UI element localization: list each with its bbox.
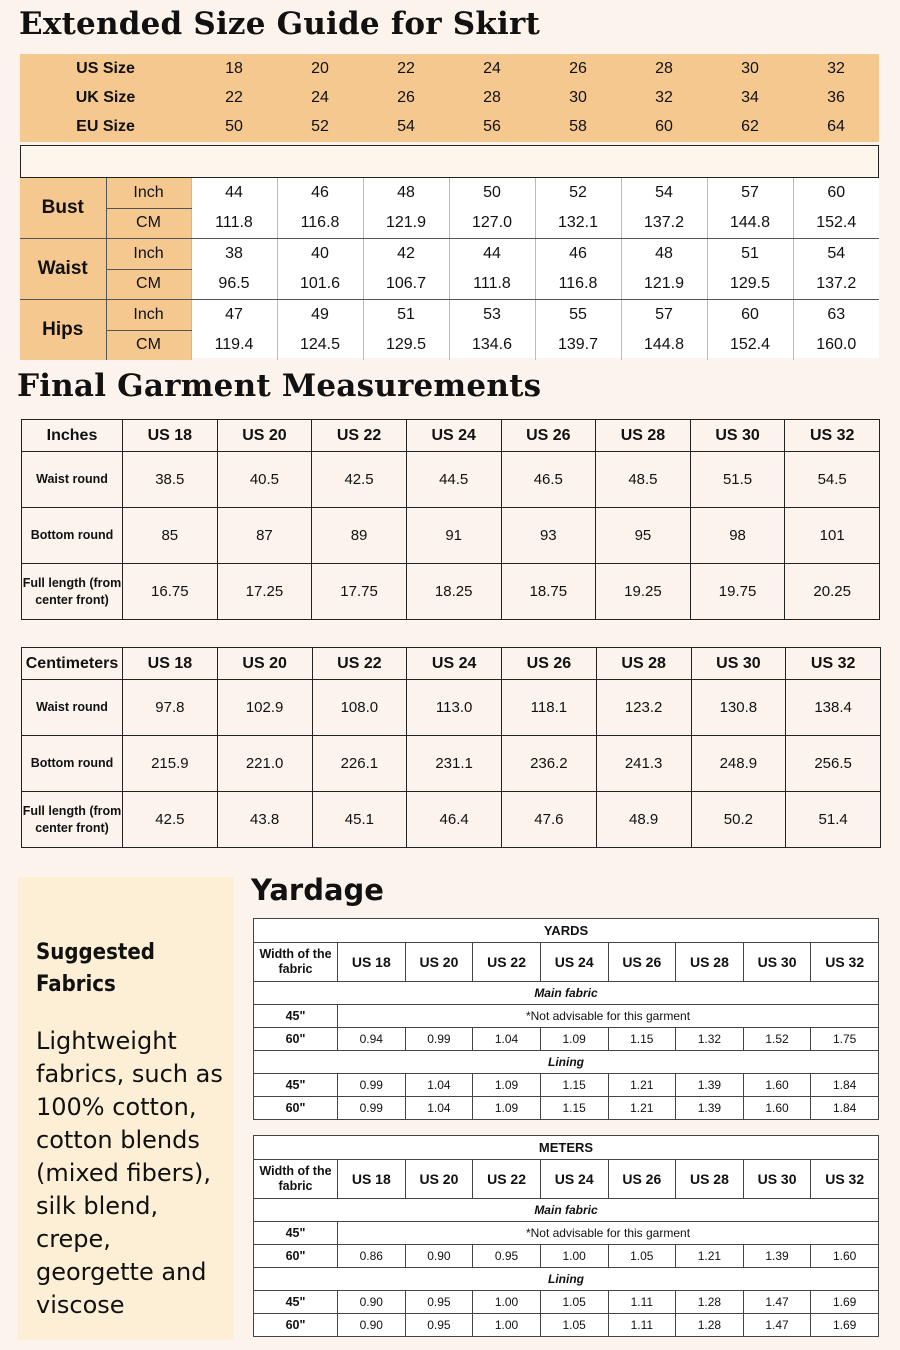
suggested-fabrics-panel xyxy=(18,877,234,1340)
yardage-value: 1.21 xyxy=(608,1097,676,1120)
size-conversion-table xyxy=(20,54,879,142)
garment-size-header: US 28 xyxy=(596,648,691,680)
yardage-size-header: US 28 xyxy=(676,1160,744,1199)
yardage-value: 1.15 xyxy=(540,1074,608,1097)
measurement-value: 48 xyxy=(363,178,449,208)
measurement-row-cm xyxy=(20,269,879,300)
garment-value: 45.1 xyxy=(312,792,407,848)
garment-value: 89 xyxy=(312,508,407,564)
yardage-value: 1.11 xyxy=(608,1291,676,1314)
yardage-yards-table xyxy=(253,918,879,1120)
size-value: 32 xyxy=(655,88,673,106)
garment-value: 226.1 xyxy=(312,736,407,792)
size-row xyxy=(20,113,879,142)
fabric-width: 60" xyxy=(254,1028,338,1051)
size-row-label: UK Size xyxy=(75,88,136,106)
yardage-size-header: US 22 xyxy=(473,1160,541,1199)
yardage-value: 1.00 xyxy=(473,1291,541,1314)
garment-value: 95 xyxy=(596,508,691,564)
garment-value: 47.6 xyxy=(502,792,597,848)
measurement-value: 53 xyxy=(449,300,535,331)
yardage-value: 1.09 xyxy=(540,1028,608,1051)
measurement-value: 144.8 xyxy=(707,208,793,239)
yardage-caption-row xyxy=(254,919,879,943)
fabric-width: 60" xyxy=(254,1097,338,1120)
yardage-size-header: US 18 xyxy=(338,1160,406,1199)
measurement-value: 51 xyxy=(363,300,449,331)
yardage-value: 1.47 xyxy=(743,1314,811,1337)
yardage-row xyxy=(254,1097,879,1120)
page-title: Extended Size Guide for Skirt xyxy=(19,6,541,42)
yardage-size-header: US 26 xyxy=(608,1160,676,1199)
garment-value: 98 xyxy=(690,508,785,564)
yardage-meters-table xyxy=(253,1135,879,1337)
yardage-header-row xyxy=(254,1160,879,1199)
measurement-value: 42 xyxy=(363,239,449,270)
yardage-caption-row xyxy=(254,1136,879,1160)
measurement-value: 134.6 xyxy=(449,330,535,360)
size-value: 56 xyxy=(483,118,501,136)
yardage-size-header: US 24 xyxy=(540,1160,608,1199)
garment-value: 44.5 xyxy=(406,452,501,508)
yardage-size-header: US 20 xyxy=(405,943,473,982)
fabric-width-header: Width of the fabric xyxy=(254,1160,338,1199)
garment-size-header: US 22 xyxy=(312,648,407,680)
measurement-value: 46 xyxy=(277,178,363,208)
yardage-value: 1.09 xyxy=(473,1074,541,1097)
yardage-value: 1.84 xyxy=(811,1074,879,1097)
yardage-value: 1.05 xyxy=(608,1245,676,1268)
measurement-row-inch xyxy=(20,178,879,208)
garment-size-header: US 32 xyxy=(785,420,880,452)
size-row-label: US Size xyxy=(76,59,135,77)
measurement-value: 57 xyxy=(707,178,793,208)
measurement-value: 137.2 xyxy=(793,269,879,300)
garment-header-row xyxy=(22,420,880,452)
yardage-value: 1.05 xyxy=(540,1291,608,1314)
measurement-row-cm xyxy=(20,330,879,360)
yardage-section-row xyxy=(254,1199,879,1222)
garment-value: 42.5 xyxy=(312,452,407,508)
garment-value: 20.25 xyxy=(785,564,880,620)
size-value: 18 xyxy=(225,59,243,77)
measurement-category: Hips xyxy=(20,300,106,361)
yardage-unit-caption: METERS xyxy=(254,1136,879,1160)
yardage-size-header: US 26 xyxy=(608,943,676,982)
yardage-value: 0.95 xyxy=(405,1314,473,1337)
garment-size-header: US 28 xyxy=(596,420,691,452)
garment-size-header: US 18 xyxy=(123,648,218,680)
yardage-value: 1.39 xyxy=(743,1245,811,1268)
size-value: 30 xyxy=(569,88,587,106)
measurement-value: 116.8 xyxy=(535,269,621,300)
yardage-value: 0.86 xyxy=(338,1245,406,1268)
measurement-value: 144.8 xyxy=(621,330,707,360)
suggested-fabrics-text: Lightweight fabrics, such as 100% cotton, cotton blends (mixed fibers), silk blend, crepe, georgette and viscose xyxy=(36,1027,223,1319)
yardage-value: 1.04 xyxy=(405,1074,473,1097)
size-value: 26 xyxy=(397,88,415,106)
size-guide-divider xyxy=(20,145,879,178)
unit-label: CM xyxy=(106,330,191,360)
garment-value: 85 xyxy=(123,508,218,564)
measurement-value: 51 xyxy=(707,239,793,270)
unit-label: CM xyxy=(106,269,191,300)
measurement-row-inch xyxy=(20,300,879,331)
yardage-row xyxy=(254,1074,879,1097)
yardage-size-header: US 30 xyxy=(743,943,811,982)
yardage-value: 1.21 xyxy=(608,1074,676,1097)
yardage-value: 1.28 xyxy=(676,1314,744,1337)
yardage-value: 1.39 xyxy=(676,1097,744,1120)
yardage-value: 1.15 xyxy=(540,1097,608,1120)
size-value: 62 xyxy=(741,118,759,136)
garment-value: 231.1 xyxy=(407,736,502,792)
yardage-row xyxy=(254,1005,879,1028)
yardage-value: 1.11 xyxy=(608,1314,676,1337)
garment-value: 221.0 xyxy=(217,736,312,792)
garment-value: 42.5 xyxy=(123,792,218,848)
unit-label: CM xyxy=(106,208,191,239)
measurement-value: 132.1 xyxy=(535,208,621,239)
garment-row-label: Bottom round xyxy=(22,736,123,792)
measurement-value: 54 xyxy=(793,239,879,270)
yardage-value: 1.04 xyxy=(405,1097,473,1120)
size-value: 22 xyxy=(397,59,415,77)
yardage-value: 0.99 xyxy=(338,1074,406,1097)
garment-size-header: US 20 xyxy=(217,648,312,680)
garment-row xyxy=(22,792,881,848)
measurement-value: 63 xyxy=(793,300,879,331)
unit-label: Inch xyxy=(106,239,191,270)
yardage-size-header: US 30 xyxy=(743,1160,811,1199)
yardage-value: 1.28 xyxy=(676,1291,744,1314)
yardage-section-label: Lining xyxy=(254,1268,879,1291)
measurement-value: 44 xyxy=(449,239,535,270)
garment-unit-label: Inches xyxy=(22,420,123,452)
yardage-value: 1.60 xyxy=(743,1097,811,1120)
yardage-header-row xyxy=(254,943,879,982)
yardage-section-label: Lining xyxy=(254,1051,879,1074)
garment-value: 46.5 xyxy=(501,452,596,508)
garment-size-header: US 26 xyxy=(501,420,596,452)
garment-value: 48.9 xyxy=(596,792,691,848)
size-value: 24 xyxy=(311,88,329,106)
yardage-value: 1.69 xyxy=(811,1291,879,1314)
garment-value: 215.9 xyxy=(123,736,218,792)
garment-row xyxy=(22,736,881,792)
yardage-row xyxy=(254,1222,879,1245)
yardage-unit-caption: YARDS xyxy=(254,919,879,943)
garment-row-label: Full length (from center front) xyxy=(22,792,123,848)
garment-value: 17.75 xyxy=(312,564,407,620)
garment-value: 18.75 xyxy=(501,564,596,620)
yardage-section-row xyxy=(254,982,879,1005)
garment-value: 17.25 xyxy=(217,564,312,620)
measurement-value: 111.8 xyxy=(191,208,277,239)
garment-centimeters-table xyxy=(21,647,881,848)
garment-inches-table xyxy=(21,419,880,620)
garment-value: 54.5 xyxy=(785,452,880,508)
yardage-value: 1.52 xyxy=(743,1028,811,1051)
yardage-value: 1.04 xyxy=(473,1028,541,1051)
suggested-fabrics-heading: Suggested Fabrics xyxy=(36,940,155,997)
garment-value: 40.5 xyxy=(217,452,312,508)
fabric-width-header: Width of the fabric xyxy=(254,943,338,982)
yardage-value: 0.90 xyxy=(338,1314,406,1337)
measurement-value: 55 xyxy=(535,300,621,331)
measurement-value: 129.5 xyxy=(707,269,793,300)
measurement-value: 57 xyxy=(621,300,707,331)
garment-size-header: US 24 xyxy=(407,648,502,680)
yardage-row xyxy=(254,1314,879,1337)
size-value: 24 xyxy=(483,59,501,77)
size-row-label: EU Size xyxy=(76,118,135,136)
garment-row xyxy=(22,452,880,508)
garment-size-header: US 26 xyxy=(502,648,597,680)
yardage-section-row xyxy=(254,1268,879,1291)
yardage-value: 1.47 xyxy=(743,1291,811,1314)
yardage-row xyxy=(254,1291,879,1314)
measurement-value: 38 xyxy=(191,239,277,270)
fabric-width: 60" xyxy=(254,1314,338,1337)
yardage-value: 0.99 xyxy=(405,1028,473,1051)
garment-size-header: US 30 xyxy=(690,420,785,452)
measurement-value: 50 xyxy=(449,178,535,208)
garment-size-header: US 20 xyxy=(217,420,312,452)
not-advisable-note: *Not advisable for this garment xyxy=(338,1005,879,1028)
garment-size-header: US 18 xyxy=(123,420,218,452)
garment-value: 118.1 xyxy=(502,680,597,736)
garment-row-label: Waist round xyxy=(22,680,123,736)
garment-value: 241.3 xyxy=(596,736,691,792)
measurement-value: 49 xyxy=(277,300,363,331)
measurement-value: 139.7 xyxy=(535,330,621,360)
size-value: 28 xyxy=(655,59,673,77)
measurement-category: Waist xyxy=(20,239,106,300)
garment-value: 19.75 xyxy=(690,564,785,620)
yardage-value: 1.60 xyxy=(811,1245,879,1268)
measurement-value: 46 xyxy=(535,239,621,270)
body-measurements-table xyxy=(20,178,879,358)
size-row xyxy=(20,54,879,83)
size-value: 26 xyxy=(569,59,587,77)
garment-value: 16.75 xyxy=(123,564,218,620)
measurement-row-cm xyxy=(20,208,879,239)
garment-header-row xyxy=(22,648,881,680)
yardage-size-header: US 22 xyxy=(473,943,541,982)
measurement-value: 137.2 xyxy=(621,208,707,239)
measurement-value: 44 xyxy=(191,178,277,208)
yardage-value: 1.09 xyxy=(473,1097,541,1120)
garment-row xyxy=(22,564,880,620)
yardage-row xyxy=(254,1028,879,1051)
garment-value: 51.5 xyxy=(690,452,785,508)
measurement-value: 121.9 xyxy=(363,208,449,239)
measurement-value: 52 xyxy=(535,178,621,208)
fabric-width: 45" xyxy=(254,1074,338,1097)
garment-value: 236.2 xyxy=(502,736,597,792)
yardage-size-header: US 32 xyxy=(811,943,879,982)
yardage-value: 0.90 xyxy=(338,1291,406,1314)
garment-size-header: US 30 xyxy=(691,648,786,680)
yardage-size-header: US 32 xyxy=(811,1160,879,1199)
size-value: 32 xyxy=(827,59,845,77)
measurement-value: 96.5 xyxy=(191,269,277,300)
garment-value: 113.0 xyxy=(407,680,502,736)
measurement-value: 48 xyxy=(621,239,707,270)
unit-label: Inch xyxy=(106,178,191,208)
size-row xyxy=(20,83,879,112)
measurement-value: 129.5 xyxy=(363,330,449,360)
garment-value: 43.8 xyxy=(217,792,312,848)
yardage-row xyxy=(254,1245,879,1268)
yardage-section-label: Main fabric xyxy=(254,1199,879,1222)
garment-value: 138.4 xyxy=(786,680,881,736)
measurement-value: 111.8 xyxy=(449,269,535,300)
yardage-section-label: Main fabric xyxy=(254,982,879,1005)
garment-value: 46.4 xyxy=(407,792,502,848)
measurement-value: 116.8 xyxy=(277,208,363,239)
measurement-value: 40 xyxy=(277,239,363,270)
measurement-value: 119.4 xyxy=(191,330,277,360)
yardage-value: 1.21 xyxy=(676,1245,744,1268)
yardage-value: 0.99 xyxy=(338,1097,406,1120)
garment-value: 101 xyxy=(785,508,880,564)
garment-row xyxy=(22,680,881,736)
fabric-width: 45" xyxy=(254,1005,338,1028)
yardage-value: 0.95 xyxy=(405,1291,473,1314)
measurement-category: Bust xyxy=(20,178,106,239)
yardage-size-header: US 20 xyxy=(405,1160,473,1199)
yardage-value: 0.95 xyxy=(473,1245,541,1268)
garment-row-label: Waist round xyxy=(22,452,123,508)
yardage-size-header: US 24 xyxy=(540,943,608,982)
garment-size-header: US 32 xyxy=(786,648,881,680)
yardage-value: 0.90 xyxy=(405,1245,473,1268)
measurement-value: 60 xyxy=(707,300,793,331)
yardage-size-header: US 18 xyxy=(338,943,406,982)
garment-row-label: Bottom round xyxy=(22,508,123,564)
garment-value: 48.5 xyxy=(596,452,691,508)
garment-value: 123.2 xyxy=(596,680,691,736)
size-value: 36 xyxy=(827,88,845,106)
garment-unit-label: Centimeters xyxy=(22,648,123,680)
fabric-width: 60" xyxy=(254,1245,338,1268)
size-value: 20 xyxy=(311,59,329,77)
yardage-section-row xyxy=(254,1051,879,1074)
garment-value: 130.8 xyxy=(691,680,786,736)
yardage-value: 1.00 xyxy=(540,1245,608,1268)
garment-value: 256.5 xyxy=(786,736,881,792)
yardage-value: 1.84 xyxy=(811,1097,879,1120)
fabric-width: 45" xyxy=(254,1222,338,1245)
garment-row-label: Full length (from center front) xyxy=(22,564,123,620)
yardage-value: 0.94 xyxy=(338,1028,406,1051)
yardage-value: 1.15 xyxy=(608,1028,676,1051)
garment-value: 91 xyxy=(406,508,501,564)
measurement-row-inch xyxy=(20,239,879,270)
size-value: 50 xyxy=(225,118,243,136)
garment-value: 102.9 xyxy=(217,680,312,736)
yardage-value: 1.00 xyxy=(473,1314,541,1337)
size-value: 30 xyxy=(741,59,759,77)
measurement-value: 101.6 xyxy=(277,269,363,300)
yardage-value: 1.69 xyxy=(811,1314,879,1337)
garment-size-header: US 22 xyxy=(312,420,407,452)
yardage-value: 1.32 xyxy=(676,1028,744,1051)
garment-value: 97.8 xyxy=(123,680,218,736)
measurement-value: 60 xyxy=(793,178,879,208)
measurement-value: 54 xyxy=(621,178,707,208)
measurement-value: 152.4 xyxy=(793,208,879,239)
garment-value: 93 xyxy=(501,508,596,564)
fabric-width: 45" xyxy=(254,1291,338,1314)
yardage-value: 1.60 xyxy=(743,1074,811,1097)
garment-value: 248.9 xyxy=(691,736,786,792)
yardage-size-header: US 28 xyxy=(676,943,744,982)
garment-value: 19.25 xyxy=(596,564,691,620)
size-value: 22 xyxy=(225,88,243,106)
measurement-value: 160.0 xyxy=(793,330,879,360)
not-advisable-note: *Not advisable for this garment xyxy=(338,1222,879,1245)
size-value: 54 xyxy=(397,118,415,136)
garment-value: 18.25 xyxy=(406,564,501,620)
measurement-value: 152.4 xyxy=(707,330,793,360)
yardage-value: 1.39 xyxy=(676,1074,744,1097)
garment-value: 38.5 xyxy=(123,452,218,508)
measurement-value: 127.0 xyxy=(449,208,535,239)
garment-value: 108.0 xyxy=(312,680,407,736)
garment-value: 50.2 xyxy=(691,792,786,848)
garment-measurements-title: Final Garment Measurements xyxy=(17,368,542,404)
measurement-value: 124.5 xyxy=(277,330,363,360)
size-value: 28 xyxy=(483,88,501,106)
measurement-value: 106.7 xyxy=(363,269,449,300)
yardage-value: 1.05 xyxy=(540,1314,608,1337)
unit-label: Inch xyxy=(106,300,191,331)
size-value: 60 xyxy=(655,118,673,136)
size-value: 52 xyxy=(311,118,329,136)
measurement-value: 47 xyxy=(191,300,277,331)
size-value: 64 xyxy=(827,118,845,136)
garment-value: 87 xyxy=(217,508,312,564)
garment-size-header: US 24 xyxy=(406,420,501,452)
yardage-value: 1.75 xyxy=(811,1028,879,1051)
size-value: 34 xyxy=(741,88,759,106)
yardage-title: Yardage xyxy=(251,873,384,907)
size-value: 58 xyxy=(569,118,587,136)
garment-value: 51.4 xyxy=(786,792,881,848)
garment-row xyxy=(22,508,880,564)
measurement-value: 121.9 xyxy=(621,269,707,300)
